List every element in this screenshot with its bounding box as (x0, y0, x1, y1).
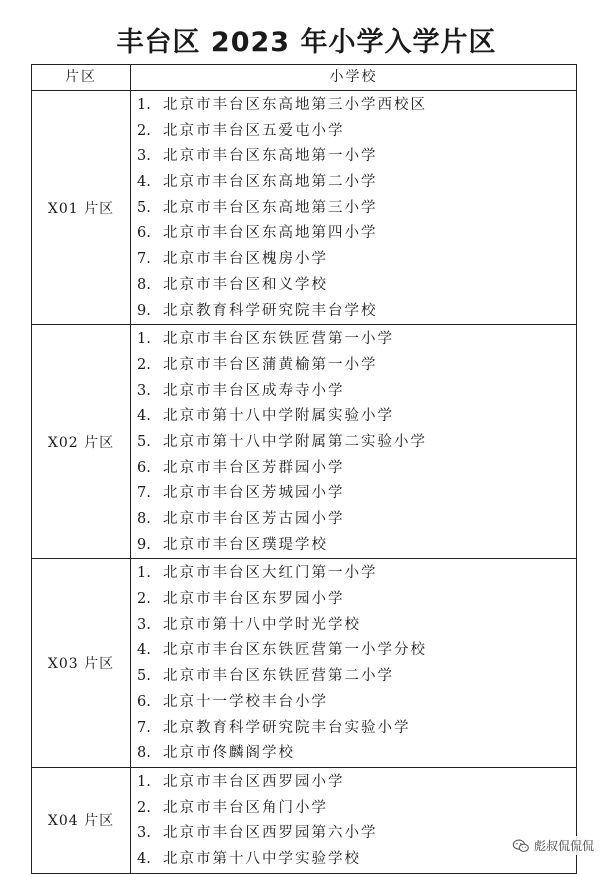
school-item (131, 430, 576, 456)
school-item (131, 299, 576, 325)
school-number: 3. (137, 825, 151, 842)
school-item (131, 613, 576, 639)
school-item (131, 741, 576, 767)
school-number: 6. (137, 225, 151, 242)
school-number: 4. (137, 174, 151, 191)
school-item (131, 93, 576, 119)
school-number: 6. (137, 693, 151, 710)
school-name: 北京市丰台区东罗园小学 (163, 591, 345, 608)
zone-label: X01 片区 (32, 91, 131, 324)
school-name: 北京市丰台区芳群园小学 (163, 459, 345, 476)
school-number: 1. (137, 331, 151, 348)
school-name: 北京市第十八中学实验学校 (163, 850, 361, 867)
zone-label: X02 片区 (32, 325, 131, 558)
zone-label: X04 片区 (32, 768, 131, 873)
school-item (131, 170, 576, 196)
school-name: 北京市丰台区成寿寺小学 (163, 382, 345, 399)
school-name: 北京市丰台区东铁匠营第一小学 (163, 331, 394, 348)
school-item (131, 456, 576, 482)
watermark (509, 836, 597, 855)
school-item (131, 664, 576, 690)
school-name: 北京市第十八中学附属实验小学 (163, 408, 394, 425)
school-item (131, 327, 576, 353)
school-list (131, 325, 576, 558)
school-number: 6. (137, 459, 151, 476)
zone-group (32, 91, 576, 325)
school-name: 北京市丰台区角门小学 (163, 799, 328, 816)
school-name: 北京市丰台区大红门第一小学 (163, 565, 378, 582)
school-item (131, 533, 576, 559)
zone-group (32, 325, 576, 559)
school-item (131, 481, 576, 507)
school-number: 5. (137, 199, 151, 216)
school-name: 北京教育科学研究院丰台学校 (163, 302, 378, 319)
school-name: 北京市丰台区芳城园小学 (163, 485, 345, 502)
school-number: 2. (137, 799, 151, 816)
school-number: 1. (137, 97, 151, 113)
school-name: 北京市丰台区蒲黄榆第一小学 (163, 356, 378, 373)
school-number: 8. (137, 745, 151, 762)
school-list (131, 768, 576, 873)
school-name: 北京市丰台区东高地第四小学 (163, 225, 378, 242)
school-number: 4. (137, 850, 151, 867)
school-number: 8. (137, 276, 151, 293)
school-name: 北京市丰台区东铁匠营第二小学 (163, 668, 394, 685)
school-name: 北京市丰台区东高地第三小学西校区 (163, 97, 427, 113)
school-name: 北京市丰台区五爱屯小学 (163, 122, 345, 139)
school-name: 北京教育科学研究院丰台实验小学 (163, 719, 411, 736)
header-school: 小学校 (329, 69, 378, 85)
school-item (131, 770, 576, 796)
school-item (131, 196, 576, 222)
school-item (131, 587, 576, 613)
school-number: 7. (137, 251, 151, 268)
school-item (131, 796, 576, 822)
school-name: 北京市佟麟阁学校 (163, 745, 295, 762)
school-item (131, 353, 576, 379)
school-number: 3. (137, 148, 151, 165)
school-name: 北京市丰台区东高地第三小学 (163, 199, 378, 216)
school-number: 7. (137, 719, 151, 736)
school-name: 北京十一学校丰台小学 (163, 693, 328, 710)
school-number: 9. (137, 302, 151, 319)
school-number: 2. (137, 122, 151, 139)
school-list (131, 559, 576, 767)
school-item (131, 638, 576, 664)
school-number: 4. (137, 642, 151, 659)
school-number: 2. (137, 356, 151, 373)
school-number: 3. (137, 382, 151, 399)
school-item (131, 144, 576, 170)
school-number: 3. (137, 616, 151, 633)
school-number: 1. (137, 773, 151, 790)
school-item (131, 273, 576, 299)
school-number: 4. (137, 408, 151, 425)
school-item (131, 379, 576, 405)
school-item (131, 716, 576, 742)
school-item (131, 561, 576, 587)
school-name: 北京市第十八中学附属第二实验小学 (163, 433, 427, 450)
school-name: 北京市丰台区东高地第二小学 (163, 174, 378, 191)
school-name: 北京市丰台区东铁匠营第一小学分校 (163, 642, 427, 659)
school-number: 1. (137, 565, 151, 582)
school-name: 北京市丰台区西罗园第六小学 (163, 825, 378, 842)
school-number: 5. (137, 668, 151, 685)
school-name: 北京市丰台区槐房小学 (163, 251, 328, 268)
school-item (131, 690, 576, 716)
school-name: 北京市丰台区芳古园小学 (163, 511, 345, 527)
wechat-icon (512, 839, 530, 853)
school-name: 北京市丰台区和义学校 (163, 276, 328, 293)
zone-label: X03 片区 (32, 559, 131, 767)
school-name: 北京市丰台区东高地第一小学 (163, 148, 378, 165)
school-number: 8. (137, 511, 151, 527)
school-number: 2. (137, 591, 151, 608)
watermark-text: 彪叔侃侃侃 (533, 839, 594, 853)
school-item (131, 247, 576, 273)
zone-group (32, 768, 576, 873)
school-name: 北京市丰台区璞瑅学校 (163, 536, 328, 553)
header-zone: 片区 (32, 65, 131, 90)
school-item (131, 119, 576, 145)
school-item (131, 404, 576, 430)
school-number: 5. (137, 433, 151, 450)
school-name: 北京市丰台区西罗园小学 (163, 773, 345, 790)
table-header-row (32, 65, 576, 91)
zone-group (32, 559, 576, 768)
school-item (131, 507, 576, 533)
page-title: 丰台区 2023 年小学入学片区 (116, 27, 497, 58)
school-name: 北京市第十八中学时光学校 (163, 616, 361, 633)
school-number: 7. (137, 485, 151, 502)
school-number: 9. (137, 536, 151, 553)
school-list (131, 91, 576, 324)
school-zone-table (31, 64, 577, 874)
school-item (131, 221, 576, 247)
